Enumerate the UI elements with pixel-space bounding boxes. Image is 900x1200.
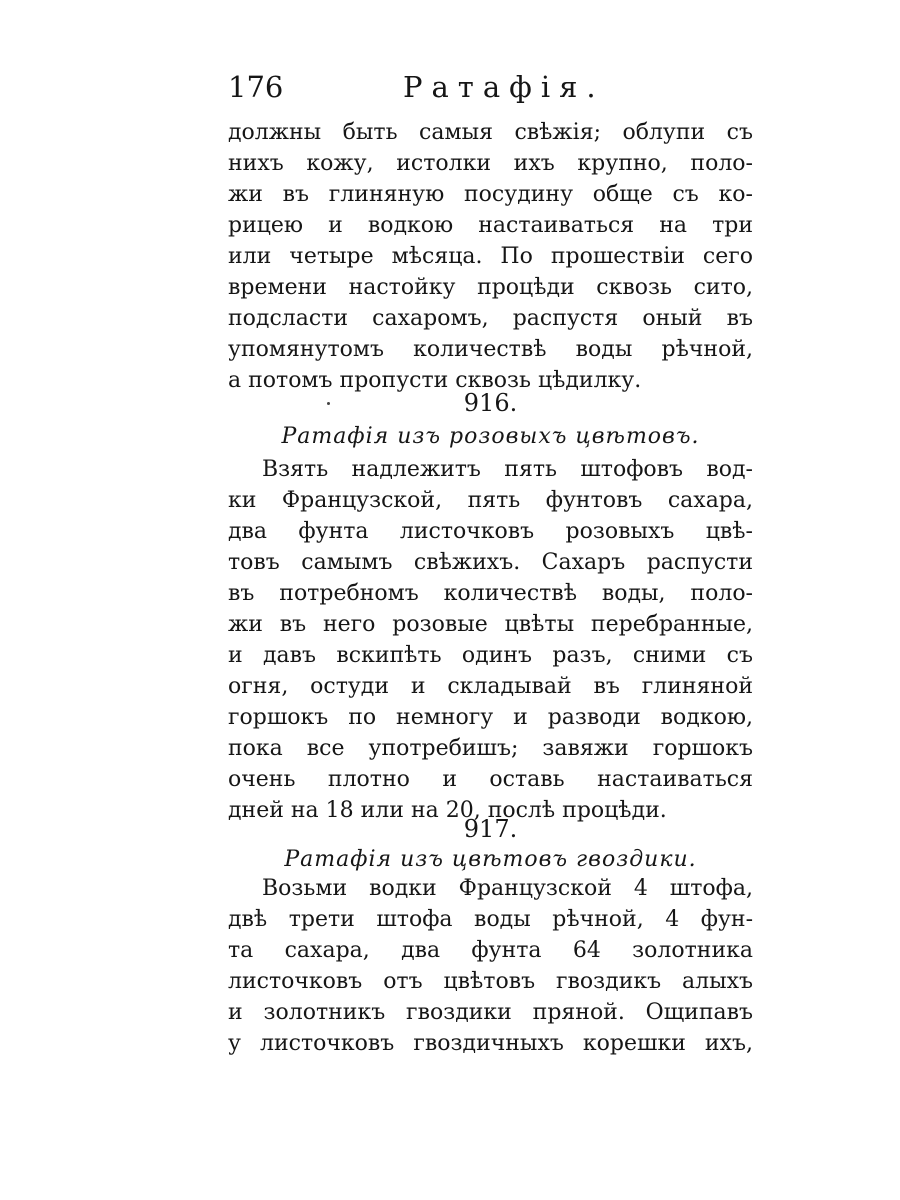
text-line: нихъ кожу, истолки ихъ крупно, поло- <box>228 151 753 176</box>
text-line: жи въ него розовые цвѣты перебранные, <box>228 612 753 637</box>
text-line: должны быть самыя свѣжія; облупи съ <box>228 120 753 145</box>
recipe-heading-916: Ратафія изъ розовыхъ цвѣтовъ. <box>281 424 700 449</box>
recipe-body-916 <box>228 454 753 826</box>
text-line: Взять надлежитъ пять штофовъ вод- <box>262 457 753 482</box>
recipe-number-917: 917. <box>463 815 518 843</box>
text-line: рицею и водкою настаиваться на три <box>228 213 753 238</box>
recipe-body-917 <box>228 873 753 1059</box>
recipe-number-916: 916. <box>463 389 518 417</box>
text-line: огня, остуди и складывай въ глиняной <box>228 674 753 699</box>
text-line: пока все употребишъ; завяжи горшокъ <box>228 736 753 761</box>
text-line: у листочковъ гвоздичныхъ корешки ихъ, <box>228 1031 753 1056</box>
text-line: упомянутомъ количествѣ воды рѣчной, <box>228 337 753 362</box>
text-line: и золотникъ гвоздики пряной. Ощипавъ <box>228 1000 753 1025</box>
text-line: въ потребномъ количествѣ воды, поло- <box>228 581 753 606</box>
recipe-heading-917: Ратафія изъ цвѣтовъ гвоздики. <box>284 847 697 872</box>
text-line: двѣ трети штофа воды рѣчной, 4 фун- <box>228 907 753 932</box>
text-line: Возьми водки Французской 4 штофа, <box>262 876 753 901</box>
text-line: товъ самымъ свѣжихъ. Сахаръ распусти <box>228 550 753 575</box>
text-line: и давъ вскипѣть одинъ разъ, сними съ <box>228 643 753 668</box>
page-header <box>228 70 753 110</box>
text-line: ки Французской, пять фунтовъ сахара, <box>228 488 753 513</box>
page-number: 176 <box>228 70 284 104</box>
text-line: дней на 18 или на 20, послѣ процѣди. <box>228 798 667 823</box>
text-line: жи въ глиняную посудину обще съ ко- <box>228 182 753 207</box>
text-line: времени настойку процѣди сквозь сито, <box>228 275 753 300</box>
text-line: очень плотно и оставь настаиваться <box>228 767 753 792</box>
text-line: та сахара, два фунта 64 золотника <box>228 938 753 963</box>
text-line: а потомъ пропусти сквозь цѣдилку. <box>228 368 642 393</box>
running-title: Ратафія. <box>403 70 605 104</box>
text-line: два фунта листочковъ розовыхъ цвѣ- <box>228 519 753 544</box>
text-line: или четыре мѣсяца. По прошествіи сего <box>228 244 753 269</box>
section-top-paragraph <box>228 117 753 396</box>
text-line: подсласти сахаромъ, распустя оный въ <box>228 306 753 331</box>
text-line: листочковъ отъ цвѣтовъ гвоздикъ алыхъ <box>228 969 753 994</box>
text-line: горшокъ по немногу и разводи водкою, <box>228 705 753 730</box>
